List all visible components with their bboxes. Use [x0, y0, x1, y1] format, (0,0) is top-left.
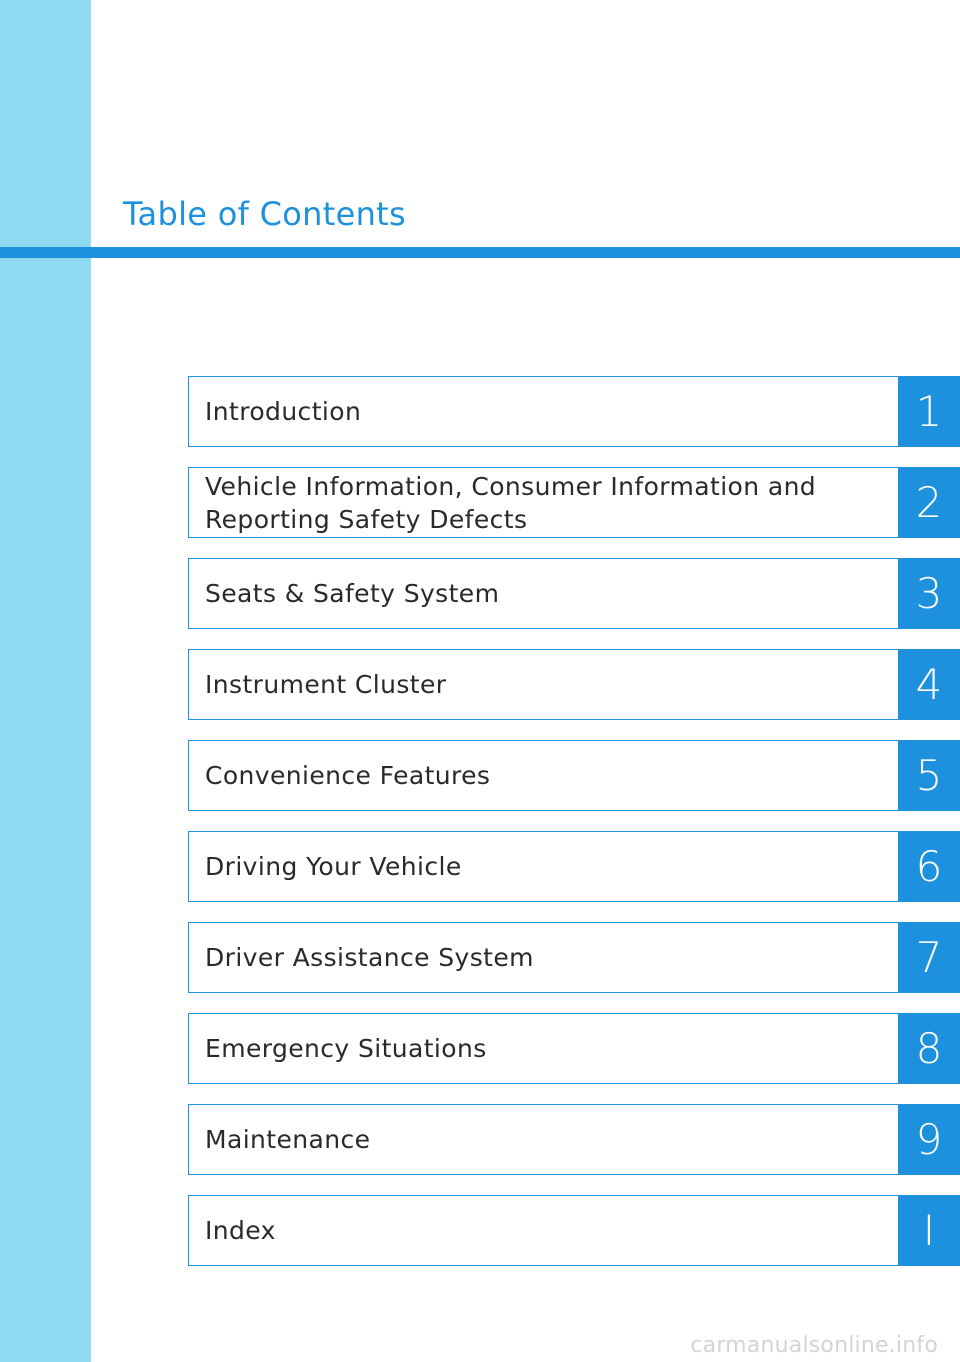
- toc-entry-tab[interactable]: [898, 1195, 960, 1266]
- toc-entry-maintenance[interactable]: [188, 1104, 960, 1175]
- side-band: [0, 0, 91, 1362]
- toc-entry-seats-safety-system[interactable]: [188, 558, 960, 629]
- toc-entry-number: 2: [915, 477, 943, 527]
- toc-entry-number: 7: [915, 932, 943, 982]
- page-title: Table of Contents: [123, 195, 406, 233]
- toc-entry-number: 6: [915, 841, 943, 891]
- toc-entry-box: [188, 467, 898, 538]
- toc-entry-convenience-features[interactable]: [188, 740, 960, 811]
- toc-entry-number: 4: [915, 659, 943, 709]
- toc-entry-box: [188, 649, 898, 720]
- toc-entry-title: Driving Your Vehicle: [205, 852, 462, 881]
- toc-entry-box: [188, 831, 898, 902]
- toc-entry-title: Seats & Safety System: [205, 579, 500, 608]
- toc-entry-title: Convenience Features: [205, 761, 491, 790]
- toc-entry-tab[interactable]: [898, 1013, 960, 1084]
- toc-entry-number: 8: [915, 1023, 943, 1073]
- watermark: carmanualsonline.info: [690, 1333, 938, 1358]
- toc-list: [188, 376, 960, 1286]
- toc-entry-box: [188, 1013, 898, 1084]
- toc-entry-number: 9: [915, 1114, 943, 1164]
- title-rule: [0, 247, 960, 258]
- toc-entry-title: Instrument Cluster: [205, 670, 447, 699]
- toc-entry-title: Index: [205, 1216, 276, 1245]
- toc-entry-tab[interactable]: [898, 649, 960, 720]
- toc-entry-tab[interactable]: [898, 831, 960, 902]
- toc-entry-introduction[interactable]: [188, 376, 960, 447]
- toc-entry-box: [188, 1195, 898, 1266]
- toc-entry-title: Maintenance: [205, 1125, 371, 1154]
- toc-entry-emergency-situations[interactable]: [188, 1013, 960, 1084]
- toc-entry-box: [188, 376, 898, 447]
- toc-entry-tab[interactable]: [898, 922, 960, 993]
- toc-entry-tab[interactable]: [898, 558, 960, 629]
- toc-entry-number: I: [922, 1205, 936, 1255]
- toc-entry-instrument-cluster[interactable]: [188, 649, 960, 720]
- toc-entry-number: 5: [915, 750, 943, 800]
- toc-entry-title: Introduction: [205, 397, 362, 426]
- toc-entry-box: [188, 740, 898, 811]
- toc-entry-box: [188, 922, 898, 993]
- toc-entry-driving-your-vehicle[interactable]: [188, 831, 960, 902]
- toc-entry-number: 1: [915, 386, 943, 436]
- toc-entry-box: [188, 1104, 898, 1175]
- toc-entry-tab[interactable]: [898, 740, 960, 811]
- toc-entry-tab[interactable]: [898, 1104, 960, 1175]
- toc-entry-driver-assistance-system[interactable]: [188, 922, 960, 993]
- toc-entry-title: Vehicle Information, Consumer Information and Reporting Safety Defects: [205, 471, 817, 534]
- toc-entry-box: [188, 558, 898, 629]
- toc-entry-number: 3: [915, 568, 943, 618]
- toc-entry-title: Driver Assistance System: [205, 943, 534, 972]
- toc-entry-title: Emergency Situations: [205, 1034, 487, 1063]
- toc-entry-tab[interactable]: [898, 376, 960, 447]
- toc-entry-tab[interactable]: [898, 467, 960, 538]
- toc-entry-vehicle-information[interactable]: [188, 467, 960, 538]
- toc-entry-index[interactable]: [188, 1195, 960, 1266]
